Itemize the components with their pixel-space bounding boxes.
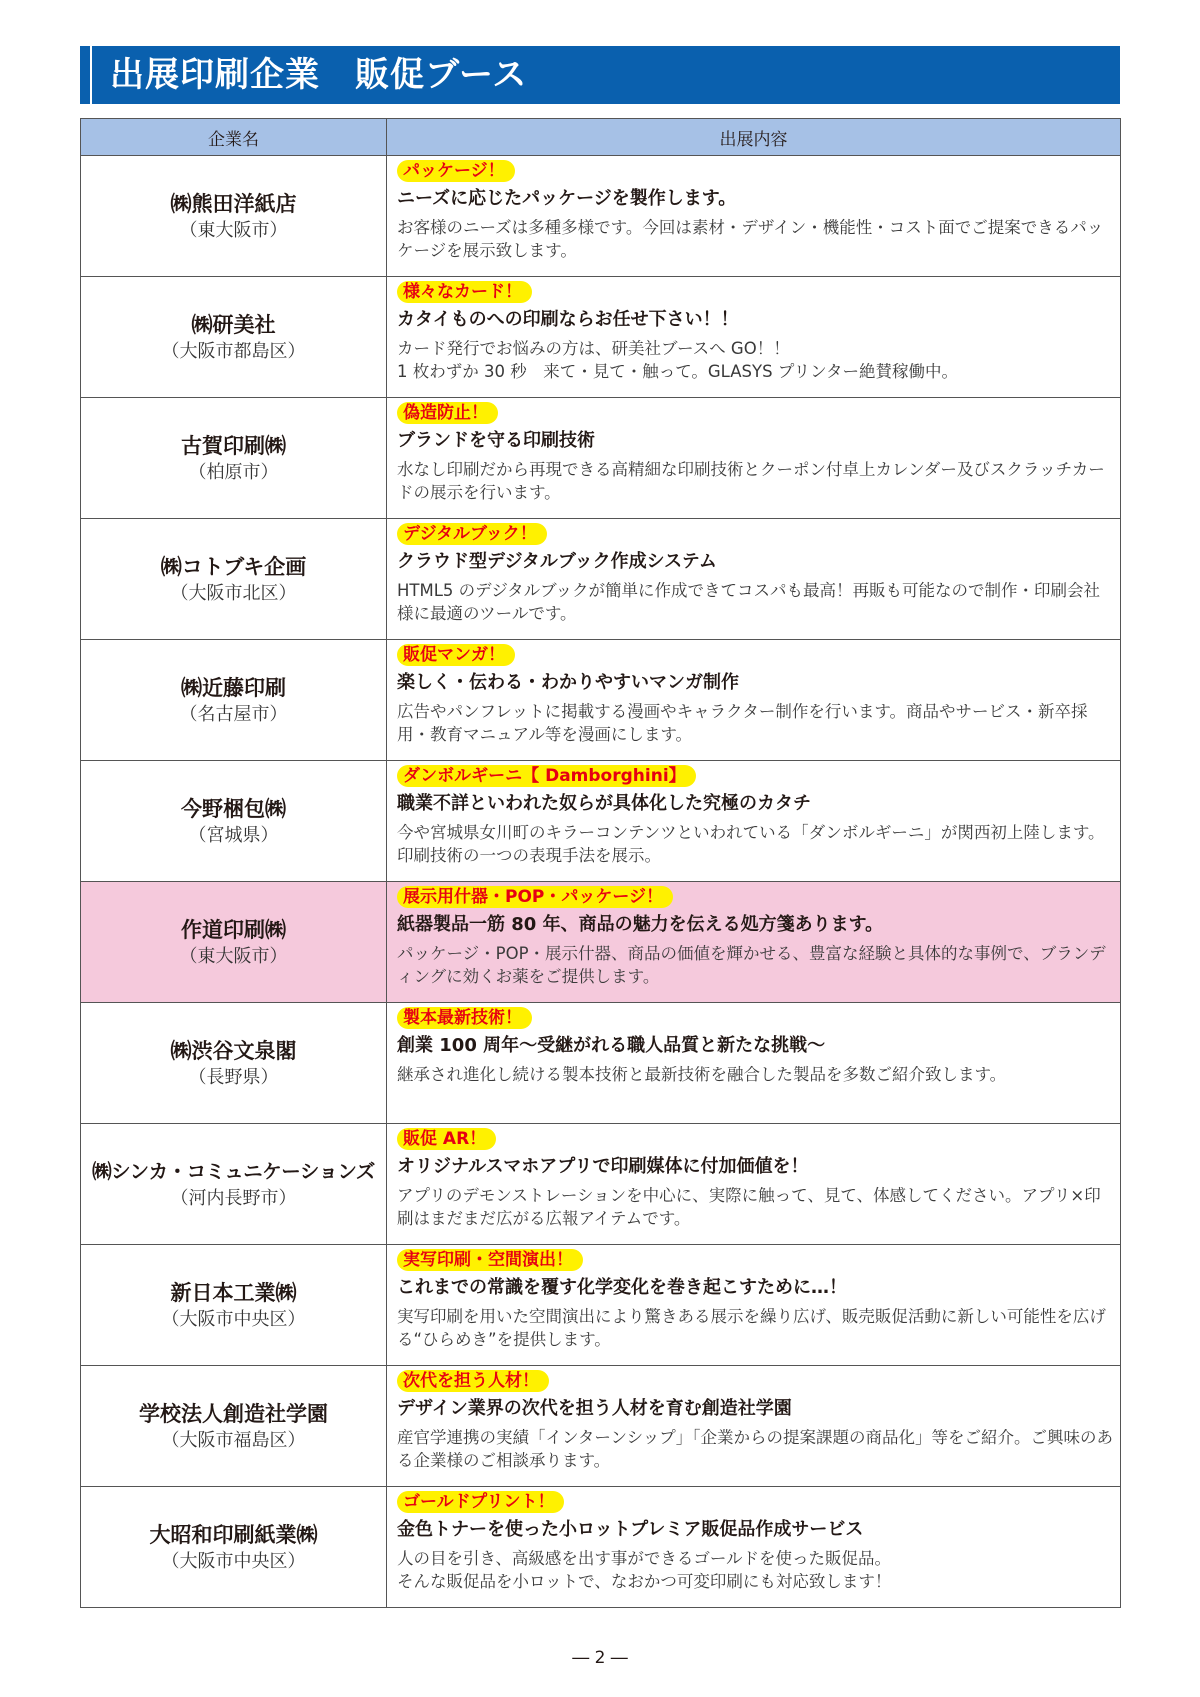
- exhibit-headline: カタイものへの印刷ならお任せ下さい！！: [397, 309, 739, 330]
- exhibit-tag: パッケージ！: [397, 160, 515, 182]
- exhibit-tag: 販促マンガ！: [397, 644, 515, 666]
- company-name: ㈱シンカ・コミュニケーションズ: [92, 1160, 375, 1183]
- company-cell: [81, 398, 387, 519]
- company-location: （東大阪市）: [179, 220, 288, 241]
- table-row-highlighted: [81, 882, 1121, 1003]
- company-cell: [81, 761, 387, 882]
- exhibit-headline: 創業 100 周年～受継がれる職人品質と新たな挑戦～: [397, 1035, 826, 1056]
- exhibit-description: 今や宮城県女川町のキラーコンテンツといわれている「ダンボルギーニ」が関西初上陸します。印刷技術の一つの表現手法を展示。: [397, 823, 1105, 865]
- exhibit-tag: 様々なカード！: [397, 281, 532, 303]
- exhibit-tag: 偽造防止！: [397, 402, 498, 424]
- company-cell: [81, 882, 387, 1003]
- exhibit-tag: ダンボルギーニ【 Damborghini】: [397, 765, 696, 787]
- company-name: 学校法人創造社学園: [139, 1402, 328, 1426]
- company-location: （大阪市福島区）: [161, 1430, 306, 1451]
- company-cell: [81, 1003, 387, 1124]
- exhibit-headline: クラウド型デジタルブック作成システム: [397, 551, 717, 572]
- exhibit-headline: 職業不詳といわれた奴らが具体化した究極のカタチ: [397, 793, 811, 814]
- exhibit-description: 水なし印刷だから再現できる高精細な印刷技術とクーポン付卓上カレンダー及びスクラッチカードの展示を行います。: [397, 460, 1105, 502]
- exhibit-headline: ニーズに応じたパッケージを製作します。: [397, 188, 737, 209]
- page-number: ― 2 ―: [572, 1648, 628, 1668]
- table-row: [81, 398, 1121, 519]
- exhibit-description: HTML5 のデジタルブックが簡単に作成できてコスパも最高！再販も可能なので制作・印刷会社様に最適のツールです。: [397, 581, 1101, 623]
- exhibit-headline: オリジナルスマホアプリで印刷媒体に付加価値を！: [397, 1156, 809, 1177]
- company-cell: [81, 640, 387, 761]
- company-name: 新日本工業㈱: [170, 1281, 297, 1305]
- company-cell: [81, 1124, 387, 1245]
- exhibit-tag: 次代を担う人材！: [397, 1370, 549, 1392]
- exhibit-description: 広告やパンフレットに掲載する漫画やキャラクター制作を行います。商品やサービス・新卒採用・教育マニュアル等を漫画にします。: [397, 702, 1088, 744]
- content-cell: [387, 277, 1121, 398]
- table-row: [81, 277, 1121, 398]
- content-cell: [387, 640, 1121, 761]
- exhibit-tag: 販促 AR！: [397, 1128, 496, 1150]
- content-cell: [387, 882, 1121, 1003]
- title-accent: [80, 46, 92, 104]
- company-cell: [81, 277, 387, 398]
- table-row: [81, 1366, 1121, 1487]
- content-cell: [387, 519, 1121, 640]
- company-cell: [81, 156, 387, 277]
- content-cell: [387, 1003, 1121, 1124]
- company-location: （河内長野市）: [170, 1188, 297, 1209]
- exhibit-description: 人の目を引き、高級感を出す事ができるゴールドを使った販促品。 そんな販促品を小ロットで、なおかつ可変印刷にも対応致します！: [397, 1549, 892, 1591]
- content-cell: [387, 398, 1121, 519]
- header-company: 企業名: [81, 119, 387, 156]
- content-cell: [387, 761, 1121, 882]
- company-name: ㈱研美社: [191, 313, 276, 337]
- company-location: （大阪市都島区）: [161, 341, 306, 362]
- exhibit-description: 産官学連携の実績「インターンシップ」「企業からの提案課題の商品化」等をご紹介。ご興味のある企業様のご相談承ります。: [397, 1428, 1114, 1470]
- table-header-row: [81, 119, 1121, 156]
- exhibit-description: お客様のニーズは多種多様です。今回は素材・デザイン・機能性・コスト面でご提案できるパッケージを展示致します。: [397, 218, 1104, 260]
- title-bar: [80, 46, 1120, 104]
- company-location: （大阪市北区）: [170, 583, 297, 604]
- exhibit-headline: デザイン業界の次代を担う人材を育む創造社学園: [397, 1398, 792, 1419]
- content-cell: [387, 1366, 1121, 1487]
- company-location: （宮城県）: [188, 825, 279, 846]
- exhibitor-table: [80, 118, 1121, 1608]
- company-location: （名古屋市）: [179, 704, 288, 725]
- exhibit-description: カード発行でお悩みの方は、研美社ブースへ GO！！ 1 枚わずか 30 秒 来て・見て・触って。GLASYS プリンター絶賛稼働中。: [397, 339, 958, 381]
- company-location: （大阪市中央区）: [161, 1309, 306, 1330]
- content-cell: [387, 156, 1121, 277]
- company-name: ㈱近藤印刷: [181, 676, 286, 700]
- exhibit-headline: これまでの常識を覆す化学変化を巻き起こすために…！: [397, 1277, 847, 1298]
- company-name: ㈱熊田洋紙店: [170, 192, 297, 216]
- table-row: [81, 1003, 1121, 1124]
- table-row: [81, 1124, 1121, 1245]
- company-cell: [81, 1487, 387, 1608]
- exhibit-headline: 金色トナーを使った小ロットプレミア販促品作成サービス: [397, 1519, 864, 1540]
- company-name: 大昭和印刷紙業㈱: [149, 1523, 318, 1547]
- exhibit-description: 継承され進化し続ける製本技術と最新技術を融合した製品を多数ご紹介致します。: [397, 1065, 1007, 1084]
- company-location: （長野県）: [188, 1067, 279, 1088]
- company-name: 今野梱包㈱: [181, 797, 286, 821]
- company-name: ㈱コトブキ企画: [160, 555, 307, 579]
- exhibit-description: アプリのデモンストレーションを中心に、実際に触って、見て、体感してください。アプリ×印刷はまだまだ広がる広報アイテムです。: [397, 1186, 1101, 1228]
- company-name: ㈱渋谷文泉閣: [170, 1039, 297, 1063]
- content-cell: [387, 1487, 1121, 1608]
- exhibit-description: パッケージ・POP・展示什器、商品の価値を輝かせる、豊富な経験と具体的な事例で、ブランディングに効くお薬をご提供します。: [397, 944, 1106, 986]
- header-content: 出展内容: [387, 119, 1121, 156]
- company-location: （柏原市）: [188, 462, 279, 483]
- company-name: 作道印刷㈱: [181, 918, 286, 942]
- company-location: （東大阪市）: [179, 946, 288, 967]
- company-cell: [81, 1366, 387, 1487]
- table-row: [81, 761, 1121, 882]
- exhibit-tag: デジタルブック！: [397, 523, 547, 545]
- company-cell: [81, 1245, 387, 1366]
- exhibit-headline: 紙器製品一筋 80 年、商品の魅力を伝える処方箋あります。: [397, 914, 884, 935]
- exhibit-headline: 楽しく・伝わる・わかりやすいマンガ制作: [397, 672, 739, 693]
- exhibit-description: 実写印刷を用いた空間演出により驚きある展示を繰り広げ、販売販促活動に新しい可能性を広げる“ひらめき”を提供します。: [397, 1307, 1106, 1349]
- company-location: （大阪市中央区）: [161, 1551, 306, 1572]
- exhibit-tag: 実写印刷・空間演出！: [397, 1249, 583, 1271]
- table-row: [81, 156, 1121, 277]
- table-row: [81, 519, 1121, 640]
- table-row: [81, 1487, 1121, 1608]
- exhibit-headline: ブランドを守る印刷技術: [397, 430, 595, 451]
- table-row: [81, 640, 1121, 761]
- content-cell: [387, 1124, 1121, 1245]
- company-name: 古賀印刷㈱: [181, 434, 286, 458]
- exhibit-tag: 展示用什器・POP・パッケージ！: [397, 886, 673, 908]
- exhibit-tag: 製本最新技術！: [397, 1007, 532, 1029]
- exhibit-tag: ゴールドプリント！: [397, 1491, 564, 1513]
- page-title: 出展印刷企業 販促ブース: [110, 55, 528, 95]
- company-cell: [81, 519, 387, 640]
- content-cell: [387, 1245, 1121, 1366]
- table-row: [81, 1245, 1121, 1366]
